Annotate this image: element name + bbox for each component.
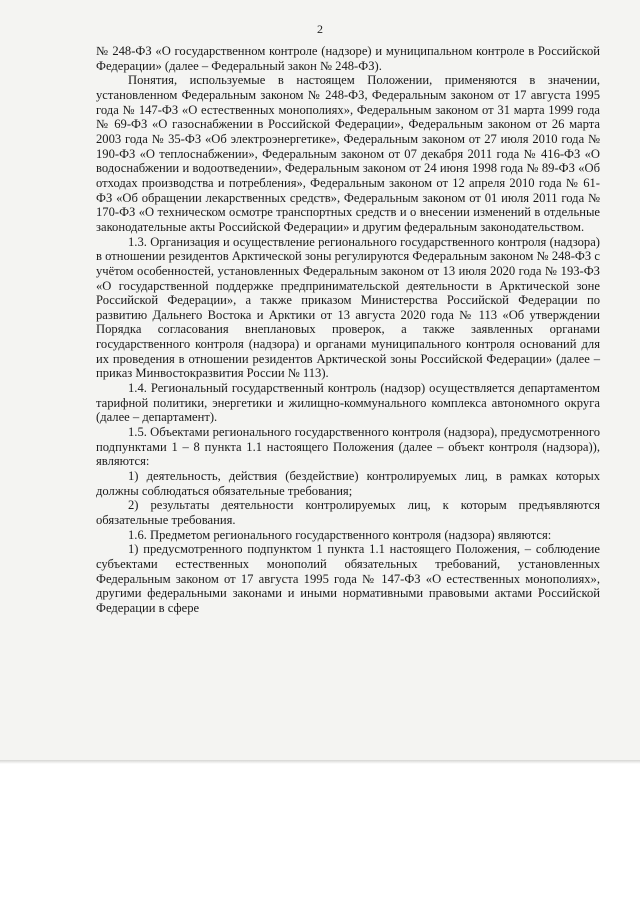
paragraph-1-3-arctic-zone: 1.3. Организация и осуществление регионального государственного контроля (надзора) в отношении резидентов Арктической зоны регулируются Федеральным законом № 248-ФЗ с учётом особенностей, установленных Федеральным законом от 13 июля 2020 года № 193-ФЗ «О государственной поддержке предпринимательской деятельности в Арктической зоне Российской Федерации», а также приказом Министерства Российской Федерации по развитию Дальнего Востока и Арктики от 13 августа 2020 года № 113 «Об утверждении Порядка согласования внеплановых проверок, а также заявленных органами государственного контроля (надзора) и органами муниципального контроля оснований для их проведения в отношении резидентов Арктической зоны Российской Федерации» (далее – приказ Минвостокразвития России № 113). (96, 234, 600, 381)
page-number: 2 (317, 22, 323, 36)
list-item-2-results: 2) результаты деятельности контролируемых лиц, к которым предъявляются обязательные требования. (96, 498, 600, 527)
list-item-1-natural-monopolies: 1) предусмотренного подпунктом 1 пункта 1.1 настоящего Положения, – соблюдение субъектами естественных монополий обязательных требований, установленных Федеральным законом от 17 августа 1995 года № 147-ФЗ «О естественных монополиях», другими федеральными законами и иными нормативными правовыми актами Российской Федерации в сфере (96, 542, 600, 615)
list-item-1-activities: 1) деятельность, действия (бездействие) контролируемых лиц, в рамках которых должны соблюдаться обязательные требования; (96, 469, 600, 498)
paragraph-1-6-subject: 1.6. Предметом регионального государственного контроля (надзора) являются: (128, 527, 552, 542)
blank-background (0, 764, 640, 905)
paragraph-1-5-objects: 1.5. Объектами регионального государственного контроля (надзора), предусмотренного подпунктами 1 – 8 пункта 1.1 настоящего Положения (далее – объект контроля (надзора)), являются: (96, 425, 600, 469)
paragraph-law-reference-continuation: № 248-ФЗ «О государственном контроле (надзоре) и муниципальном контроле в Российской Федерации» (далее – Федеральный закон № 248-ФЗ). (96, 44, 600, 73)
paragraph-definitions: Понятия, используемые в настоящем Положении, применяются в значении, установленном Федеральным законом № 248-ФЗ, Федеральным законом от 17 августа 1995 года № 147-ФЗ «О естественных монополиях», Федеральным законом от 31 марта 1999 года № 69-ФЗ «О газоснабжении в Российской Федерации», Федеральным законом от 26 марта 2003 года № 35-ФЗ «Об электроэнергетике», Федеральным законом от 27 июля 2010 года № 190-ФЗ «О теплоснабжении», Федеральным законом от 07 декабря 2011 года № 416-ФЗ «О водоснабжении и водоотведении», Федеральным законом от 24 июня 1998 года № 89-ФЗ «Об отходах производства и потребления», Федеральным законом от 12 апреля 2010 года № 61-ФЗ «Об обращении лекарственных средств», Федеральным законом от 01 июля 2011 года № 170-ФЗ «О техническом осмотре транспортных средств и о внесении изменений в отдельные законодательные акты Российской Федерации» и другим федеральным законодательством. (96, 73, 600, 234)
paragraph-1-4-department: 1.4. Региональный государственный контроль (надзор) осуществляется департаментом тарифной политики, энергетики и жилищно-коммунального комплекса автономного округа (далее – департамент). (96, 381, 600, 425)
document-body (96, 44, 600, 616)
